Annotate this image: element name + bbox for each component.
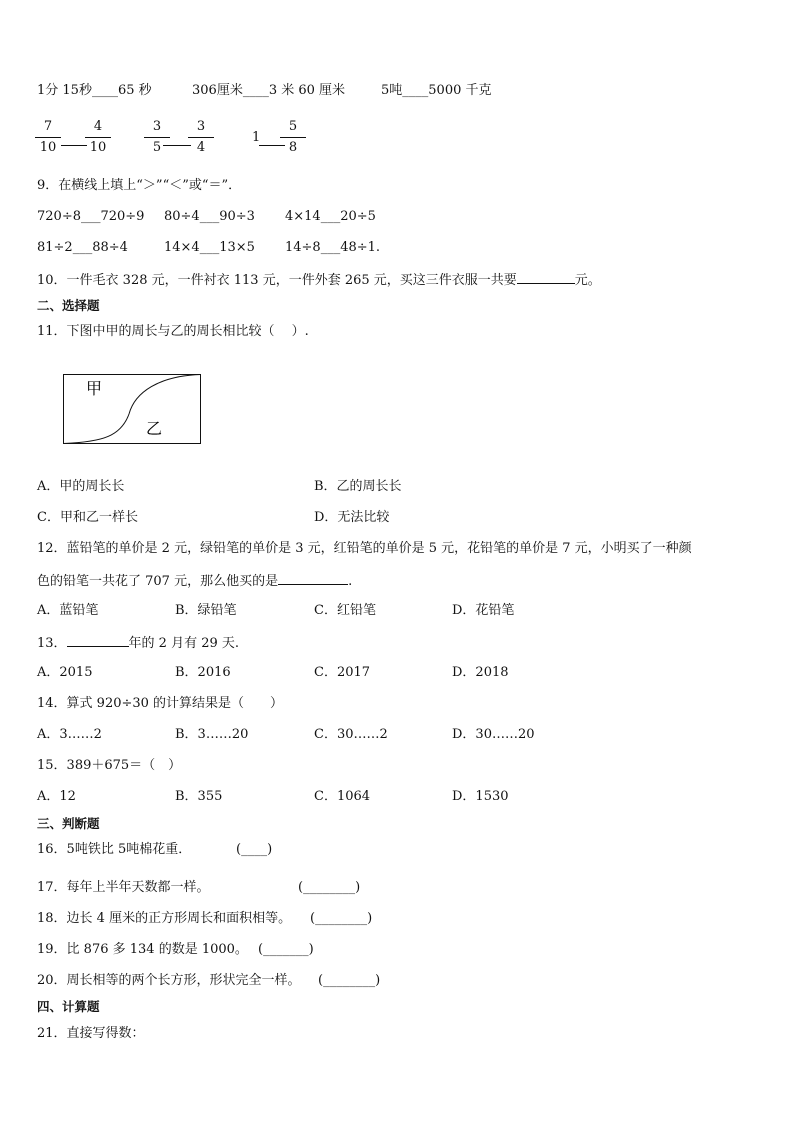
q17-text: 17．每年上半年天数都一样。 — [37, 880, 210, 895]
q20-text: 20．周长相等的两个长方形，形状完全一样。 — [37, 973, 301, 988]
q12-option-c[interactable]: C．红铅笔 — [314, 603, 376, 618]
q8-item-1: 1分 15秒____65 秒 — [37, 83, 152, 98]
q13-option-c[interactable]: C．2017 — [314, 665, 371, 680]
q9-item: 14÷8___48÷1. — [285, 240, 381, 255]
q9-item: 4×14___20÷5 — [285, 209, 376, 224]
q14-option-d[interactable]: D．30……20 — [452, 727, 535, 742]
answer-paren[interactable]: (____) — [236, 842, 273, 857]
q15-option-b[interactable]: B．355 — [175, 789, 223, 804]
fraction-3-5: 3 5 — [144, 118, 170, 157]
answer-paren[interactable]: (________) — [310, 911, 373, 926]
q16-text: 16．5吨铁比 5吨棉花重． — [37, 842, 192, 857]
section-heading: 三、判断题 — [37, 816, 100, 831]
q11-option-b[interactable]: B．乙的周长长 — [314, 479, 402, 494]
q13-prefix: 13． — [37, 636, 67, 651]
q12-text: 色的铅笔一共花了 707 元，那么他买的是 — [37, 574, 279, 589]
perimeter-figure — [63, 374, 203, 446]
q21-stem: 21．直接写得数： — [37, 1026, 145, 1041]
q8-item-2: 306厘米____3 米 60 厘米 — [192, 83, 346, 98]
answer-paren[interactable]: (_______) — [258, 942, 314, 957]
q13-question — [37, 633, 239, 653]
q15-option-c[interactable]: C．1064 — [314, 789, 371, 804]
answer-blank[interactable] — [163, 145, 191, 146]
q9-item: 14×4___13×5 — [164, 240, 255, 255]
q9-item: 720÷8___720÷9 — [37, 209, 145, 224]
q11-stem: 11．下图中甲的周长与乙的周长相比较（ ）. — [37, 324, 309, 339]
q14-option-c[interactable]: C．30……2 — [314, 727, 388, 742]
figure-label-b: 乙 — [146, 419, 163, 438]
answer-paren[interactable]: (________) — [298, 880, 361, 895]
q12-option-a[interactable]: A．蓝铅笔 — [37, 603, 99, 618]
q18-text: 18．边长 4 厘米的正方形周长和面积相等。 — [37, 911, 292, 926]
q12-line-1: 12．蓝铅笔的单价是 2 元，绿铅笔的单价是 3 元，红铅笔的单价是 5 元，花铅笔的单价是 7 元，小明买了一种颜 — [37, 541, 692, 556]
q12-line-2 — [37, 571, 352, 591]
answer-blank[interactable] — [67, 633, 129, 647]
section-heading: 二、选择题 — [37, 298, 100, 313]
q15-option-d[interactable]: D．1530 — [452, 789, 509, 804]
q15-stem: 15．389＋675＝（ ） — [37, 758, 182, 773]
q9-item: 80÷4___90÷3 — [164, 209, 255, 224]
q13-option-d[interactable]: D．2018 — [452, 665, 509, 680]
q9-item: 81÷2___88÷4 — [37, 240, 128, 255]
whole-number-1: 1 — [252, 130, 261, 145]
q15-option-a[interactable]: A．12 — [37, 789, 76, 804]
q13-option-b[interactable]: B．2016 — [175, 665, 231, 680]
q14-stem: 14．算式 920÷30 的计算结果是（ ） — [37, 696, 284, 711]
fraction-4-10: 4 10 — [85, 118, 111, 157]
q13-text: 年的 2 月有 29 天. — [128, 636, 240, 651]
q11-option-c[interactable]: C．甲和乙一样长 — [37, 510, 138, 525]
q10-question — [37, 270, 601, 290]
q8-item-3: 5吨____5000 千克 — [381, 83, 492, 98]
answer-paren[interactable]: (________) — [318, 973, 381, 988]
answer-blank[interactable] — [517, 270, 575, 284]
figure-label-a: 甲 — [86, 379, 103, 398]
q10-tail: 元。 — [574, 273, 601, 288]
section-heading: 四、计算题 — [37, 999, 100, 1014]
q13-option-a[interactable]: A．2015 — [37, 665, 93, 680]
q9-stem: 9．在横线上填上“＞”“＜”或“＝”． — [37, 178, 242, 193]
q14-option-b[interactable]: B．3……20 — [175, 727, 249, 742]
fraction-7-10: 7 10 — [35, 118, 61, 157]
answer-blank[interactable] — [61, 145, 87, 146]
answer-blank[interactable] — [278, 571, 348, 585]
q19-text: 19．比 876 多 134 的数是 1000。 — [37, 942, 248, 957]
fraction-5-8: 5 8 — [280, 118, 306, 157]
fraction-3-4: 3 4 — [188, 118, 214, 157]
q12-end: . — [348, 574, 353, 589]
q11-option-a[interactable]: A．甲的周长长 — [37, 479, 125, 494]
q14-option-a[interactable]: A．3……2 — [37, 727, 102, 742]
q11-option-d[interactable]: D．无法比较 — [314, 510, 390, 525]
q12-option-b[interactable]: B．绿铅笔 — [175, 603, 237, 618]
q12-option-d[interactable]: D．花铅笔 — [452, 603, 515, 618]
q10-text: 10．一件毛衣 328 元，一件衬衣 113 元，一件外套 265 元，买这三件衣服一共要 — [37, 273, 517, 288]
